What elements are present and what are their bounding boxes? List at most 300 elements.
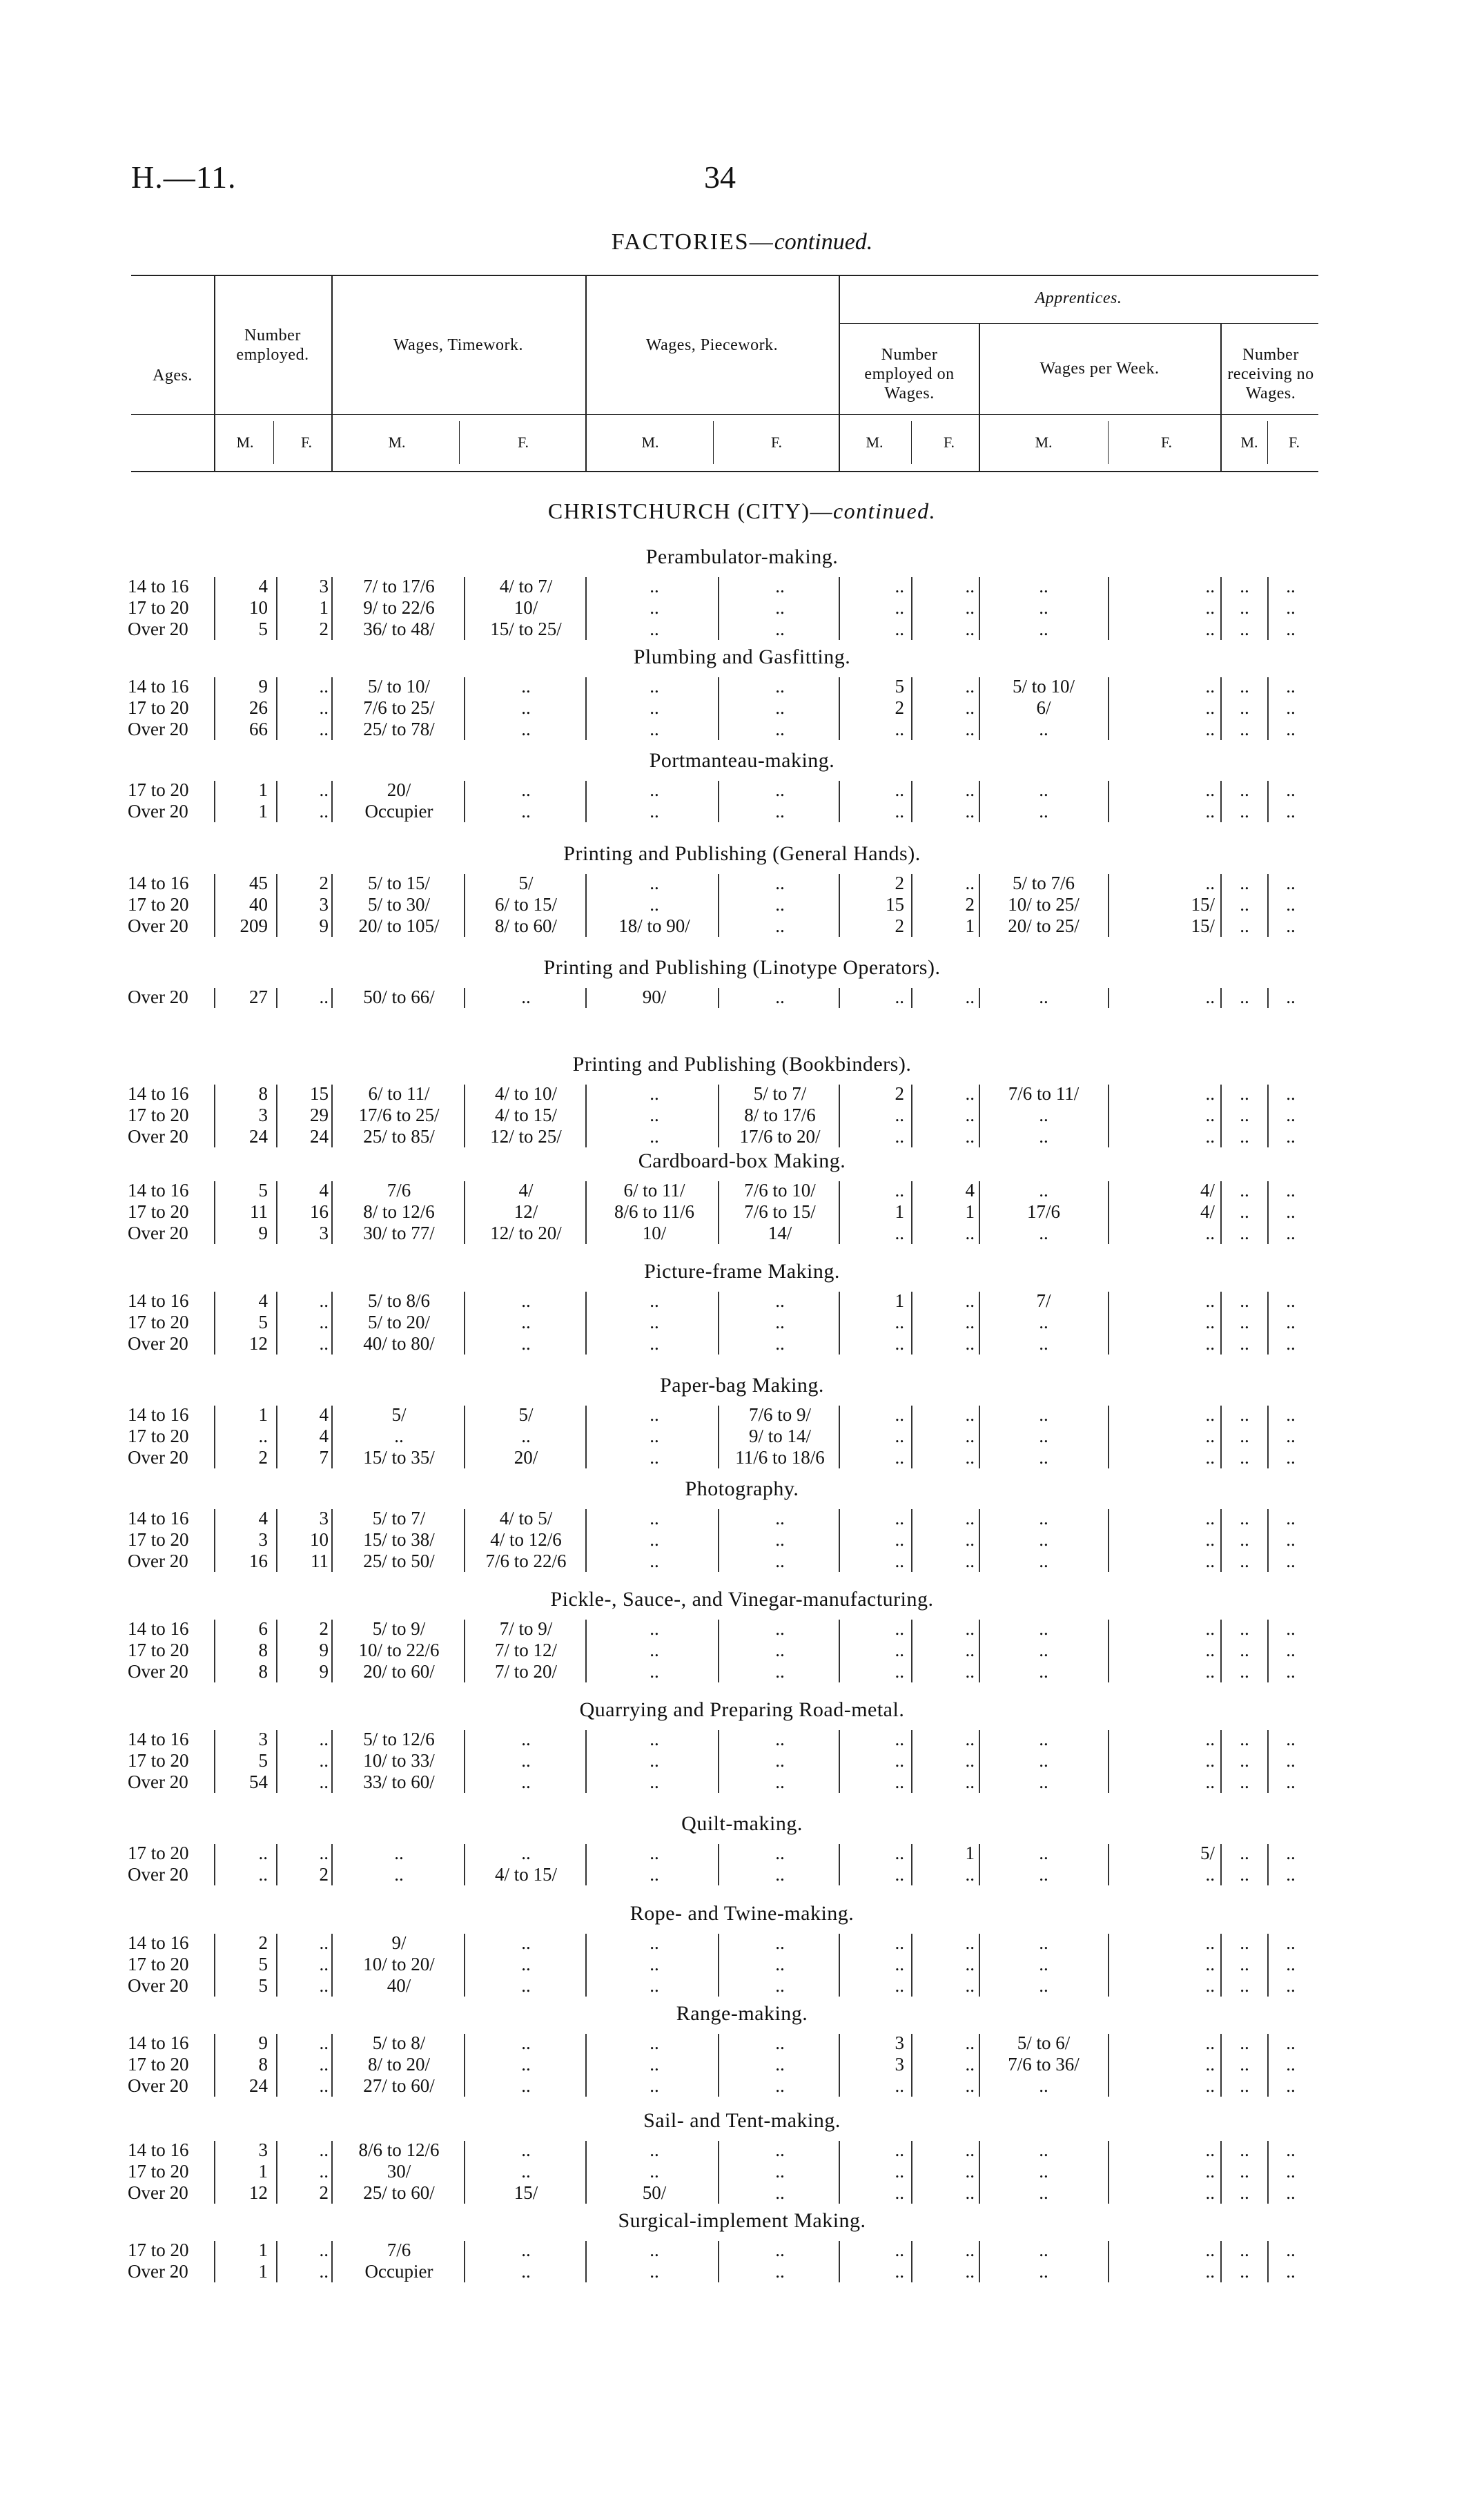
no-wages-f-cell: .. bbox=[1286, 2161, 1296, 2182]
column-rule bbox=[276, 1292, 277, 1355]
employed-f-cell: .. bbox=[319, 2075, 329, 2096]
no-wages-m-cell: .. bbox=[1240, 779, 1249, 800]
timework-m-cell: .. bbox=[394, 1843, 404, 1863]
column-rule bbox=[1220, 577, 1222, 640]
apprentice-wages-f-cell: .. bbox=[1205, 1954, 1215, 1974]
age-cell: 17 to 20 bbox=[128, 1201, 189, 1222]
age-cell: Over 20 bbox=[128, 1551, 188, 1571]
timework-f-cell: .. bbox=[521, 2032, 531, 2053]
piecework-f-cell: .. bbox=[775, 2054, 785, 2075]
piecework-m-cell: .. bbox=[650, 1290, 659, 1311]
no-wages-f-cell: .. bbox=[1286, 2054, 1296, 2075]
piecework-m-cell: 50/ bbox=[642, 2182, 667, 2203]
employed-m-cell: 1 bbox=[258, 1404, 268, 1425]
apprentice-wages-f-cell: .. bbox=[1205, 697, 1215, 718]
piecework-m-cell: .. bbox=[650, 1750, 659, 1771]
apprentice-wages-f-cell: .. bbox=[1205, 2054, 1215, 2075]
city-continued: continued. bbox=[832, 498, 937, 523]
no-wages-m-cell: .. bbox=[1240, 619, 1249, 639]
apprentice-wages-f-cell: .. bbox=[1205, 719, 1215, 739]
timework-f-cell: 15/ to 25/ bbox=[490, 619, 562, 639]
timework-f-cell: .. bbox=[521, 1771, 531, 1792]
no-wages-f-cell: .. bbox=[1286, 1975, 1296, 1996]
column-rule bbox=[331, 1181, 333, 1244]
column-rule bbox=[331, 1509, 333, 1572]
timework-m-cell: 10/ to 22/6 bbox=[358, 1640, 440, 1660]
timework-m-cell: .. bbox=[394, 1864, 404, 1885]
piecework-m-cell: .. bbox=[650, 1975, 659, 1996]
apprentices-f-cell: .. bbox=[965, 1750, 975, 1771]
column-rule bbox=[1108, 781, 1109, 822]
employed-m-cell: 12 bbox=[249, 2182, 268, 2203]
header-m: M. bbox=[866, 434, 883, 451]
column-rule bbox=[331, 1085, 333, 1147]
apprentices-m-cell: .. bbox=[895, 1508, 904, 1528]
timework-m-cell: 7/6 bbox=[387, 2240, 411, 2260]
age-cell: 17 to 20 bbox=[128, 1529, 189, 1550]
apprentice-wages-m-cell: .. bbox=[1039, 1223, 1048, 1243]
column-rule bbox=[1108, 1620, 1109, 1682]
no-wages-m-cell: .. bbox=[1240, 1618, 1249, 1639]
apprentice-wages-f-cell: .. bbox=[1205, 1508, 1215, 1528]
column-rule bbox=[276, 577, 277, 640]
apprentices-f-cell: .. bbox=[965, 1312, 975, 1332]
apprentices-f-cell: .. bbox=[965, 1529, 975, 1550]
piecework-f-cell: .. bbox=[775, 1954, 785, 1974]
piecework-f-cell: .. bbox=[775, 915, 785, 936]
timework-f-cell: .. bbox=[521, 1333, 531, 1354]
timework-f-cell: 4/ to 15/ bbox=[494, 1105, 557, 1125]
no-wages-m-cell: .. bbox=[1240, 1661, 1249, 1682]
employed-f-cell: .. bbox=[319, 719, 329, 739]
apprentice-wages-f-cell: .. bbox=[1205, 619, 1215, 639]
header-f: F. bbox=[771, 434, 782, 451]
employed-f-cell: 3 bbox=[319, 1508, 329, 1528]
no-wages-m-cell: .. bbox=[1240, 697, 1249, 718]
apprentices-m-cell: .. bbox=[895, 1771, 904, 1792]
apprentices-m-cell: 1 bbox=[895, 1290, 904, 1311]
piecework-m-cell: .. bbox=[650, 801, 659, 822]
column-rule bbox=[276, 1181, 277, 1244]
section-title: Range-making. bbox=[676, 2002, 808, 2025]
no-wages-m-cell: .. bbox=[1240, 1105, 1249, 1125]
timework-m-cell: Occupier bbox=[364, 2261, 433, 2282]
column-rule bbox=[1108, 1844, 1109, 1885]
apprentice-wages-f-cell: .. bbox=[1205, 2161, 1215, 2182]
apprentices-f-cell: .. bbox=[965, 1447, 975, 1468]
employed-m-cell: 209 bbox=[240, 915, 268, 936]
section-title: Portmanteau-making. bbox=[649, 749, 835, 772]
timework-m-cell: 25/ to 60/ bbox=[363, 2182, 435, 2203]
column-rule bbox=[331, 1934, 333, 1997]
apprentices-m-cell: .. bbox=[895, 1661, 904, 1682]
age-cell: Over 20 bbox=[128, 1126, 188, 1147]
no-wages-m-cell: .. bbox=[1240, 1864, 1249, 1885]
age-cell: 17 to 20 bbox=[128, 1312, 189, 1332]
piecework-f-cell: 9/ to 14/ bbox=[748, 1426, 811, 1446]
column-rule bbox=[331, 677, 333, 740]
column-rule bbox=[1220, 2034, 1222, 2097]
no-wages-m-cell: .. bbox=[1240, 1843, 1249, 1863]
piecework-m-cell: .. bbox=[650, 1083, 659, 1104]
no-wages-f-cell: .. bbox=[1286, 597, 1296, 618]
apprentice-wages-f-cell: 4/ bbox=[1200, 1180, 1215, 1201]
piecework-f-cell: .. bbox=[775, 1290, 785, 1311]
timework-f-cell: 4/ to 7/ bbox=[499, 576, 553, 596]
no-wages-m-cell: .. bbox=[1240, 1083, 1249, 1104]
apprentices-m-cell: .. bbox=[895, 1843, 904, 1863]
employed-f-cell: .. bbox=[319, 2032, 329, 2053]
section-title: Quarrying and Preparing Road-metal. bbox=[579, 1698, 905, 1721]
piecework-m-cell: .. bbox=[650, 2032, 659, 2053]
column-rule bbox=[276, 2034, 277, 2097]
apprentice-wages-m-cell: .. bbox=[1039, 1105, 1048, 1125]
apprentices-m-cell: .. bbox=[895, 1333, 904, 1354]
employed-f-cell: 3 bbox=[319, 576, 329, 596]
no-wages-f-cell: .. bbox=[1286, 894, 1296, 915]
age-cell: 14 to 16 bbox=[128, 1083, 189, 1104]
apprentices-m-cell: 3 bbox=[895, 2054, 904, 2075]
employed-m-cell: 27 bbox=[249, 987, 268, 1007]
apprentice-wages-f-cell: .. bbox=[1205, 1447, 1215, 1468]
header-wages-timework: Wages, Timework. bbox=[393, 336, 524, 354]
no-wages-m-cell: .. bbox=[1240, 1529, 1249, 1550]
employed-m-cell: 3 bbox=[258, 1105, 268, 1125]
apprentice-wages-m-cell: .. bbox=[1039, 1954, 1048, 1974]
apprentice-wages-m-cell: 7/ bbox=[1036, 1290, 1051, 1311]
apprentice-wages-f-cell: 5/ bbox=[1200, 1843, 1215, 1863]
piecework-f-cell: 17/6 to 20/ bbox=[739, 1126, 821, 1147]
apprentice-wages-f-cell: .. bbox=[1205, 1312, 1215, 1332]
apprentice-wages-m-cell: .. bbox=[1039, 1333, 1048, 1354]
column-rule bbox=[1108, 874, 1109, 937]
no-wages-f-cell: .. bbox=[1286, 1932, 1296, 1953]
timework-f-cell: 20/ bbox=[514, 1447, 538, 1468]
piecework-m-cell: 6/ to 11/ bbox=[623, 1180, 685, 1201]
timework-f-cell: 12/ bbox=[514, 1201, 538, 1222]
timework-m-cell: Occupier bbox=[364, 801, 433, 822]
timework-m-cell: 5/ to 9/ bbox=[372, 1618, 426, 1639]
no-wages-m-cell: .. bbox=[1240, 597, 1249, 618]
piecework-f-cell: .. bbox=[775, 1529, 785, 1550]
age-cell: Over 20 bbox=[128, 1864, 188, 1885]
piecework-f-cell: 7/6 to 9/ bbox=[748, 1404, 811, 1425]
column-rule bbox=[1108, 1181, 1109, 1244]
apprentices-f-cell: .. bbox=[965, 1729, 975, 1749]
no-wages-m-cell: .. bbox=[1240, 1180, 1249, 1201]
age-cell: Over 20 bbox=[128, 1333, 188, 1354]
apprentice-wages-m-cell: .. bbox=[1039, 1750, 1048, 1771]
apprentices-f-cell: .. bbox=[965, 719, 975, 739]
no-wages-f-cell: .. bbox=[1286, 1750, 1296, 1771]
apprentice-wages-m-cell: .. bbox=[1039, 1529, 1048, 1550]
no-wages-f-cell: .. bbox=[1286, 1312, 1296, 1332]
no-wages-m-cell: .. bbox=[1240, 1312, 1249, 1332]
apprentices-f-cell: .. bbox=[965, 597, 975, 618]
apprentice-wages-f-cell: .. bbox=[1205, 1551, 1215, 1571]
apprentice-wages-m-cell: .. bbox=[1039, 2182, 1048, 2203]
apprentice-wages-f-cell: .. bbox=[1205, 2032, 1215, 2053]
section-title: Printing and Publishing (General Hands). bbox=[563, 842, 921, 865]
apprentice-wages-f-cell: .. bbox=[1205, 2261, 1215, 2282]
piecework-f-cell: .. bbox=[775, 2075, 785, 2096]
no-wages-m-cell: .. bbox=[1240, 1426, 1249, 1446]
apprentices-f-cell: .. bbox=[965, 2139, 975, 2160]
apprentice-wages-m-cell: .. bbox=[1039, 1426, 1048, 1446]
timework-f-cell: 15/ bbox=[514, 2182, 538, 2203]
timework-f-cell: .. bbox=[521, 2139, 531, 2160]
employed-m-cell: 2 bbox=[258, 1447, 268, 1468]
age-cell: 17 to 20 bbox=[128, 2161, 189, 2182]
column-rule bbox=[276, 1934, 277, 1997]
timework-m-cell: 10/ to 33/ bbox=[363, 1750, 435, 1771]
no-wages-f-cell: .. bbox=[1286, 801, 1296, 822]
piecework-m-cell: .. bbox=[650, 2161, 659, 2182]
no-wages-f-cell: .. bbox=[1286, 1447, 1296, 1468]
apprentice-wages-m-cell: .. bbox=[1039, 1843, 1048, 1863]
apprentices-f-cell: .. bbox=[965, 2032, 975, 2053]
column-rule bbox=[276, 781, 277, 822]
no-wages-f-cell: .. bbox=[1286, 676, 1296, 697]
piecework-m-cell: .. bbox=[650, 873, 659, 893]
apprentices-m-cell: .. bbox=[895, 1105, 904, 1125]
age-cell: 14 to 16 bbox=[128, 873, 189, 893]
no-wages-f-cell: .. bbox=[1286, 1661, 1296, 1682]
employed-m-cell: 5 bbox=[258, 1312, 268, 1332]
employed-f-cell: 24 bbox=[310, 1126, 329, 1147]
section-title: Picture-frame Making. bbox=[644, 1260, 840, 1283]
timework-m-cell: 5/ to 12/6 bbox=[363, 1729, 435, 1749]
piecework-m-cell: .. bbox=[650, 1426, 659, 1446]
employed-m-cell: 5 bbox=[258, 1750, 268, 1771]
piecework-m-cell: .. bbox=[650, 2054, 659, 2075]
employed-m-cell: 8 bbox=[258, 1083, 268, 1104]
no-wages-m-cell: .. bbox=[1240, 2032, 1249, 2053]
column-rule bbox=[1220, 1181, 1222, 1244]
column-rule bbox=[276, 1620, 277, 1682]
column-rule bbox=[276, 1509, 277, 1572]
apprentices-f-cell: .. bbox=[965, 1771, 975, 1792]
column-rule bbox=[276, 677, 277, 740]
column-rule bbox=[1220, 1620, 1222, 1682]
employed-f-cell: .. bbox=[319, 779, 329, 800]
employed-f-cell: 1 bbox=[319, 597, 329, 618]
employed-f-cell: 9 bbox=[319, 915, 329, 936]
column-rule bbox=[979, 1085, 980, 1147]
section-title: Pickle-, Sauce-, and Vinegar-manufacturing. bbox=[550, 1588, 934, 1611]
timework-f-cell: .. bbox=[521, 1729, 531, 1749]
column-rule bbox=[331, 1844, 333, 1885]
timework-f-cell: .. bbox=[521, 1932, 531, 1953]
piecework-f-cell: .. bbox=[775, 1750, 785, 1771]
age-cell: Over 20 bbox=[128, 1771, 188, 1792]
age-cell: Over 20 bbox=[128, 619, 188, 639]
section-title: Printing and Publishing (Linotype Operators). bbox=[543, 956, 941, 979]
apprentice-wages-f-cell: 15/ bbox=[1191, 915, 1215, 936]
piecework-f-cell: 8/ to 17/6 bbox=[744, 1105, 816, 1125]
timework-m-cell: 40/ to 80/ bbox=[363, 1333, 435, 1354]
column-rule bbox=[979, 781, 980, 822]
employed-m-cell: 1 bbox=[258, 2161, 268, 2182]
piecework-f-cell: 5/ to 7/ bbox=[753, 1083, 807, 1104]
section-title: Sail- and Tent-making. bbox=[643, 2109, 841, 2132]
employed-f-cell: 4 bbox=[319, 1180, 329, 1201]
employed-m-cell: 54 bbox=[249, 1771, 268, 1792]
no-wages-f-cell: .. bbox=[1286, 1640, 1296, 1660]
age-cell: Over 20 bbox=[128, 1661, 188, 1682]
no-wages-f-cell: .. bbox=[1286, 987, 1296, 1007]
header-f: F. bbox=[1161, 434, 1172, 451]
apprentices-m-cell: 1 bbox=[895, 1201, 904, 1222]
timework-f-cell: 7/ to 12/ bbox=[494, 1640, 557, 1660]
piecework-f-cell: .. bbox=[775, 1661, 785, 1682]
city-name: CHRISTCHURCH (CITY)— bbox=[547, 498, 833, 523]
column-rule bbox=[1220, 1085, 1222, 1147]
age-cell: 14 to 16 bbox=[128, 676, 189, 697]
timework-f-cell: .. bbox=[521, 2054, 531, 2075]
age-cell: 14 to 16 bbox=[128, 1508, 189, 1528]
timework-m-cell: 30/ to 77/ bbox=[363, 1223, 435, 1243]
no-wages-m-cell: .. bbox=[1240, 2240, 1249, 2260]
employed-f-cell: 2 bbox=[319, 873, 329, 893]
header-m: M. bbox=[236, 434, 254, 451]
piecework-m-cell: .. bbox=[650, 779, 659, 800]
page-title-continued: continued. bbox=[774, 229, 873, 255]
employed-m-cell: 2 bbox=[258, 1932, 268, 1953]
piecework-f-cell: .. bbox=[775, 2240, 785, 2260]
column-rule bbox=[1108, 2241, 1109, 2282]
employed-m-cell: 8 bbox=[258, 2054, 268, 2075]
timework-f-cell: 5/ bbox=[518, 1404, 534, 1425]
apprentices-m-cell: .. bbox=[895, 619, 904, 639]
employed-m-cell: 8 bbox=[258, 1661, 268, 1682]
timework-m-cell: 5/ to 7/ bbox=[372, 1508, 426, 1528]
piecework-m-cell: .. bbox=[650, 1771, 659, 1792]
timework-f-cell: 4/ to 12/6 bbox=[490, 1529, 562, 1550]
employed-m-cell: 4 bbox=[258, 576, 268, 596]
apprentices-m-cell: .. bbox=[895, 1223, 904, 1243]
piecework-m-cell: .. bbox=[650, 1529, 659, 1550]
piecework-m-cell: .. bbox=[650, 697, 659, 718]
piecework-f-cell: .. bbox=[775, 801, 785, 822]
column-rule bbox=[276, 2241, 277, 2282]
column-rule bbox=[979, 2034, 980, 2097]
apprentices-f-cell: 1 bbox=[965, 1843, 975, 1863]
apprentice-wages-m-cell: .. bbox=[1039, 1126, 1048, 1147]
apprentice-wages-f-cell: .. bbox=[1205, 1290, 1215, 1311]
apprentice-wages-f-cell: .. bbox=[1205, 1333, 1215, 1354]
employed-f-cell: 2 bbox=[319, 1618, 329, 1639]
column-rule bbox=[979, 1844, 980, 1885]
piecework-m-cell: .. bbox=[650, 1447, 659, 1468]
timework-m-cell: 5/ to 15/ bbox=[367, 873, 430, 893]
timework-m-cell: 25/ to 85/ bbox=[363, 1126, 435, 1147]
section-title: Quilt-making. bbox=[681, 1812, 803, 1835]
no-wages-f-cell: .. bbox=[1286, 915, 1296, 936]
age-cell: Over 20 bbox=[128, 2075, 188, 2096]
no-wages-m-cell: .. bbox=[1240, 719, 1249, 739]
no-wages-f-cell: .. bbox=[1286, 1618, 1296, 1639]
apprentices-m-cell: 2 bbox=[895, 873, 904, 893]
age-cell: 14 to 16 bbox=[128, 1180, 189, 1201]
piecework-m-cell: .. bbox=[650, 2075, 659, 2096]
column-rule bbox=[1220, 1292, 1222, 1355]
apprentices-m-cell: .. bbox=[895, 1729, 904, 1749]
employed-f-cell: 7 bbox=[319, 1447, 329, 1468]
header-apprentices-number: Number employed on Wages. bbox=[864, 346, 955, 402]
apprentice-wages-f-cell: .. bbox=[1205, 2240, 1215, 2260]
column-rule bbox=[1108, 1292, 1109, 1355]
column-rule bbox=[979, 1181, 980, 1244]
employed-m-cell: 5 bbox=[258, 1954, 268, 1974]
employed-f-cell: .. bbox=[319, 1843, 329, 1863]
no-wages-f-cell: .. bbox=[1286, 2261, 1296, 2282]
piecework-m-cell: .. bbox=[650, 1404, 659, 1425]
employed-f-cell: .. bbox=[319, 2054, 329, 2075]
column-rule bbox=[276, 1730, 277, 1793]
piecework-m-cell: .. bbox=[650, 1843, 659, 1863]
employed-f-cell: .. bbox=[319, 1954, 329, 1974]
apprentice-wages-f-cell: .. bbox=[1205, 597, 1215, 618]
timework-f-cell: .. bbox=[521, 1954, 531, 1974]
apprentice-wages-m-cell: .. bbox=[1039, 1864, 1048, 1885]
timework-m-cell: 8/ to 12/6 bbox=[363, 1201, 435, 1222]
apprentices-m-cell: 2 bbox=[895, 1083, 904, 1104]
piecework-m-cell: 18/ to 90/ bbox=[618, 915, 690, 936]
apprentice-wages-m-cell: .. bbox=[1039, 1771, 1048, 1792]
timework-m-cell: 20/ bbox=[387, 779, 411, 800]
employed-f-cell: .. bbox=[319, 1312, 329, 1332]
no-wages-f-cell: .. bbox=[1286, 1529, 1296, 1550]
apprentices-f-cell: .. bbox=[965, 697, 975, 718]
column-rule bbox=[1108, 988, 1109, 1008]
timework-f-cell: .. bbox=[521, 1426, 531, 1446]
age-cell: 17 to 20 bbox=[128, 1843, 189, 1863]
column-rule bbox=[1267, 2241, 1269, 2282]
no-wages-m-cell: .. bbox=[1240, 676, 1249, 697]
column-rule bbox=[1220, 874, 1222, 937]
timework-f-cell: .. bbox=[521, 1975, 531, 1996]
employed-m-cell: 12 bbox=[249, 1333, 268, 1354]
apprentices-f-cell: .. bbox=[965, 676, 975, 697]
employed-m-cell: 8 bbox=[258, 1640, 268, 1660]
apprentice-wages-f-cell: .. bbox=[1205, 1750, 1215, 1771]
apprentices-m-cell: .. bbox=[895, 2182, 904, 2203]
column-rule bbox=[276, 2141, 277, 2204]
timework-f-cell: .. bbox=[521, 2075, 531, 2096]
column-rule bbox=[1267, 577, 1269, 640]
age-cell: 14 to 16 bbox=[128, 2032, 189, 2053]
section-title: Paper-bag Making. bbox=[660, 1374, 824, 1397]
apprentice-wages-f-cell: 15/ bbox=[1191, 894, 1215, 915]
column-rule bbox=[331, 2141, 333, 2204]
age-cell: 17 to 20 bbox=[128, 1750, 189, 1771]
timework-f-cell: 4/ to 5/ bbox=[499, 1508, 553, 1528]
piecework-f-cell: .. bbox=[775, 697, 785, 718]
apprentices-f-cell: .. bbox=[965, 619, 975, 639]
piecework-m-cell: .. bbox=[650, 1508, 659, 1528]
apprentice-wages-m-cell: .. bbox=[1039, 1661, 1048, 1682]
apprentices-m-cell: .. bbox=[895, 1864, 904, 1885]
piecework-f-cell: .. bbox=[775, 1975, 785, 1996]
column-rule bbox=[331, 1620, 333, 1682]
apprentice-wages-m-cell: .. bbox=[1039, 2161, 1048, 2182]
employed-f-cell: 9 bbox=[319, 1640, 329, 1660]
piecework-f-cell: .. bbox=[775, 1729, 785, 1749]
employed-f-cell: .. bbox=[319, 987, 329, 1007]
apprentices-f-cell: .. bbox=[965, 576, 975, 596]
timework-f-cell: 12/ to 20/ bbox=[490, 1223, 562, 1243]
